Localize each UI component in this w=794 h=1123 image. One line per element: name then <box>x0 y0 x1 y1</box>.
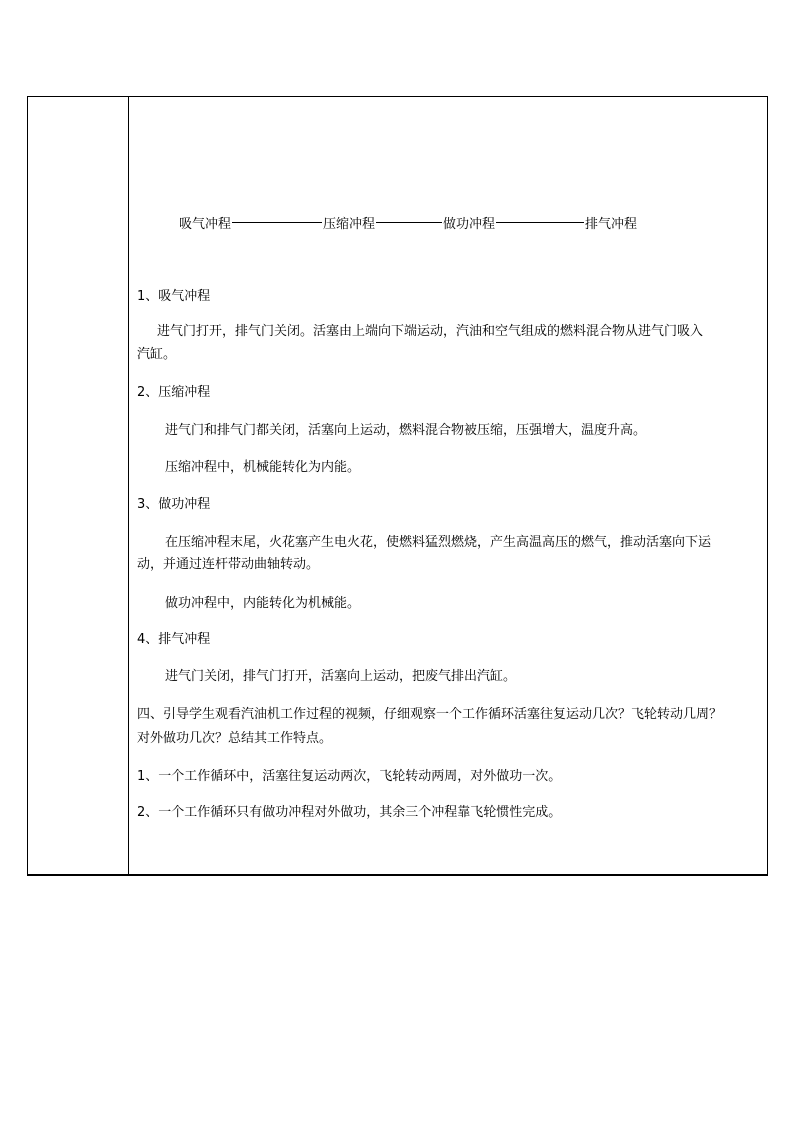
content-cell <box>129 97 767 874</box>
section-heading: 4、排气冲程 <box>137 632 211 647</box>
section-heading: 1、吸气冲程 <box>137 289 211 304</box>
section-paragraph: 做功冲程中，内能转化为机械能。 <box>165 596 361 611</box>
question-line: 四、引导学生观看汽油机工作过程的视频，仔细观察一个工作循环活塞往复运动几次？飞轮转动几周？ <box>137 707 723 722</box>
arrow-line <box>376 222 442 223</box>
section-paragraph: 压缩冲程中，机械能转化为内能。 <box>165 460 361 475</box>
stroke-compression: 压缩冲程 <box>323 217 376 232</box>
section-heading: 2、压缩冲程 <box>137 385 211 400</box>
section-paragraph: 动，并通过连杆带动曲轴转动。 <box>137 557 320 572</box>
section-paragraph: 进气门打开，排气门关闭。活塞由上端向下端运动，汽油和空气组成的燃料混合物从进气门吸入 <box>157 324 704 339</box>
section-paragraph: 汽缸。 <box>137 347 177 362</box>
stroke-sequence <box>179 213 637 232</box>
arrow-line <box>496 222 584 223</box>
section-paragraph: 在压缩冲程末尾，火花塞产生电火花，使燃料猛烈燃烧，产生高温高压的燃气，推动活塞向下运 <box>165 535 712 550</box>
question-line: 对外做功几次？总结其工作特点。 <box>137 731 333 746</box>
stroke-intake: 吸气冲程 <box>179 217 232 232</box>
lesson-table <box>27 96 768 876</box>
section-paragraph: 进气门关闭，排气门打开，活塞向上运动，把废气排出汽缸。 <box>165 669 517 684</box>
arrow-line <box>232 222 322 223</box>
conclusion-item: 2、一个工作循环只有做功冲程对外做功，其余三个冲程靠飞轮惯性完成。 <box>137 805 562 820</box>
section-heading: 3、做功冲程 <box>137 497 211 512</box>
conclusion-item: 1、一个工作循环中，活塞往复运动两次，飞轮转动两周，对外做功一次。 <box>137 769 562 784</box>
stroke-exhaust: 排气冲程 <box>585 217 638 232</box>
section-paragraph: 进气门和排气门都关闭，活塞向上运动，燃料混合物被压缩，压强增大，温度升高。 <box>165 423 647 438</box>
stroke-power: 做功冲程 <box>443 217 496 232</box>
